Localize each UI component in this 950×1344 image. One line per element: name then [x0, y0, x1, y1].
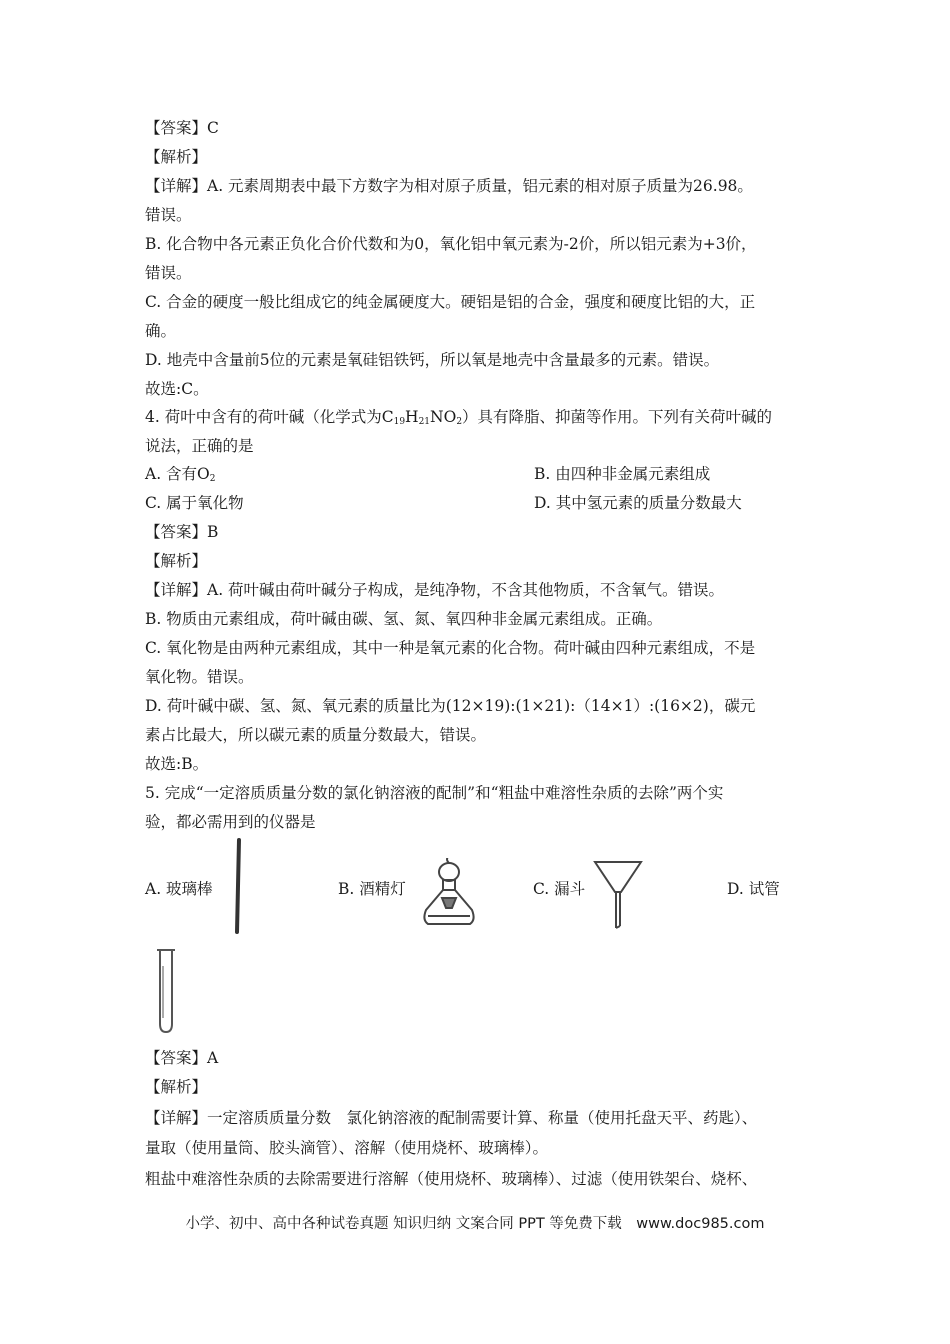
q4-stem-post: ）具有降脂、抑菌等作用。下列有关荷叶碱的: [462, 408, 773, 426]
q4-detail-c: C. 氧化物是由两种元素组成，其中一种是氧元素的化合物。荷叶碱由四种元素组成，不是: [145, 639, 756, 657]
q3-detail-c-cont: 确。: [145, 322, 177, 340]
q4-detail-d: D. 荷叶碱中碳、氢、氮、氧元素的质量比为(12×19):(1×21):（14×1）:(16×2)，碳元: [145, 697, 756, 715]
q3-detail-b-cont: 错误。: [145, 264, 192, 282]
q5-detail-1: 【详解】一定溶质质量分数 氯化钠溶液的配制需要计算、称量（使用托盘天平、药匙）、: [145, 1109, 758, 1127]
q3-answer: 【答案】C: [145, 119, 219, 137]
q4-stem-pre: 4. 荷叶中含有的荷叶碱（化学式为: [145, 408, 382, 426]
q5-analysis-title: 【解析】: [145, 1078, 208, 1096]
q4-option-d: D. 其中氢元素的质量分数最大: [534, 494, 742, 512]
q5-answer: 【答案】A: [145, 1049, 219, 1067]
q5-stem: 5. 完成“一定溶质质量分数的氯化钠溶液的配制”和“粗盐中难溶性杂质的去除”两个实: [145, 784, 724, 802]
q4-formula: $C_{19}H_{21}NO_2$: [381, 408, 463, 427]
q4-option-a: A. 含有$O_2$: [145, 465, 216, 484]
q4-option-c: C. 属于氧化物: [145, 494, 244, 512]
q3-conclusion: 故选:C。: [145, 380, 209, 398]
q3-detail-c: C. 合金的硬度一般比组成它的纯金属硬度大。硬铝是铝的合金，强度和硬度比铝的大，正: [145, 293, 756, 311]
q3-detail-a-cont: 错误。: [145, 206, 192, 224]
q4-detail-a: 【详解】A. 荷叶碱由荷叶碱分子构成，是纯净物，不含其他物质，不含氧气。错误。: [145, 581, 725, 599]
q3-analysis-title: 【解析】: [145, 148, 208, 166]
q4-detail-b: B. 物质由元素组成，荷叶碱由碳、氢、氮、氧四种非金属元素组成。正确。: [145, 610, 663, 628]
q4-analysis-title: 【解析】: [145, 552, 208, 570]
q4-conclusion: 故选:B。: [145, 755, 209, 773]
q5-detail-2: 量取（使用量筒、胶头滴管）、溶解（使用烧杯、玻璃棒）。: [145, 1139, 549, 1157]
q3-detail-b: B. 化合物中各元素正负化合价代数和为0，氧化铝中氧元素为-2价，所以铝元素为+3价，: [145, 235, 757, 253]
glass-rod-icon: [232, 838, 244, 934]
q4-option-b: B. 由四种非金属元素组成: [534, 465, 711, 483]
test-tube-icon: [152, 946, 180, 1036]
q5-option-b: B. 酒精灯: [338, 880, 406, 898]
q5-option-d: D. 试管: [727, 880, 780, 898]
q5-option-c: C. 漏斗: [533, 880, 586, 898]
funnel-icon: [592, 858, 644, 932]
q4-stem-cont: 说法，正确的是: [145, 437, 254, 455]
q4-detail-d-cont: 素占比最大，所以碳元素的质量分数最大，错误。: [145, 726, 487, 744]
q4-detail-c-cont: 氧化物。错误。: [145, 668, 254, 686]
q3-detail-a: 【详解】A. 元素周期表中最下方数字为相对原子质量，铝元素的相对原子质量为26.98。: [145, 177, 753, 195]
page-footer: 小学、初中、高中各种试卷真题 知识归纳 文案合同 PPT 等免费下载 www.doc985.com: [185, 1216, 765, 1232]
q5-detail-3: 粗盐中难溶性杂质的去除需要进行溶解（使用烧杯、玻璃棒）、过滤（使用铁架台、烧杯、: [145, 1170, 758, 1188]
alcohol-lamp-icon: [418, 858, 480, 934]
q4-answer: 【答案】B: [145, 523, 219, 541]
q3-detail-d: D. 地壳中含量前5位的元素是氧硅铝铁钙，所以氧是地壳中含量最多的元素。错误。: [145, 351, 720, 369]
q5-stem-cont: 验，都必需用到的仪器是: [145, 813, 316, 831]
q4-stem: [145, 405, 772, 427]
q5-option-a: A. 玻璃棒: [145, 880, 213, 898]
